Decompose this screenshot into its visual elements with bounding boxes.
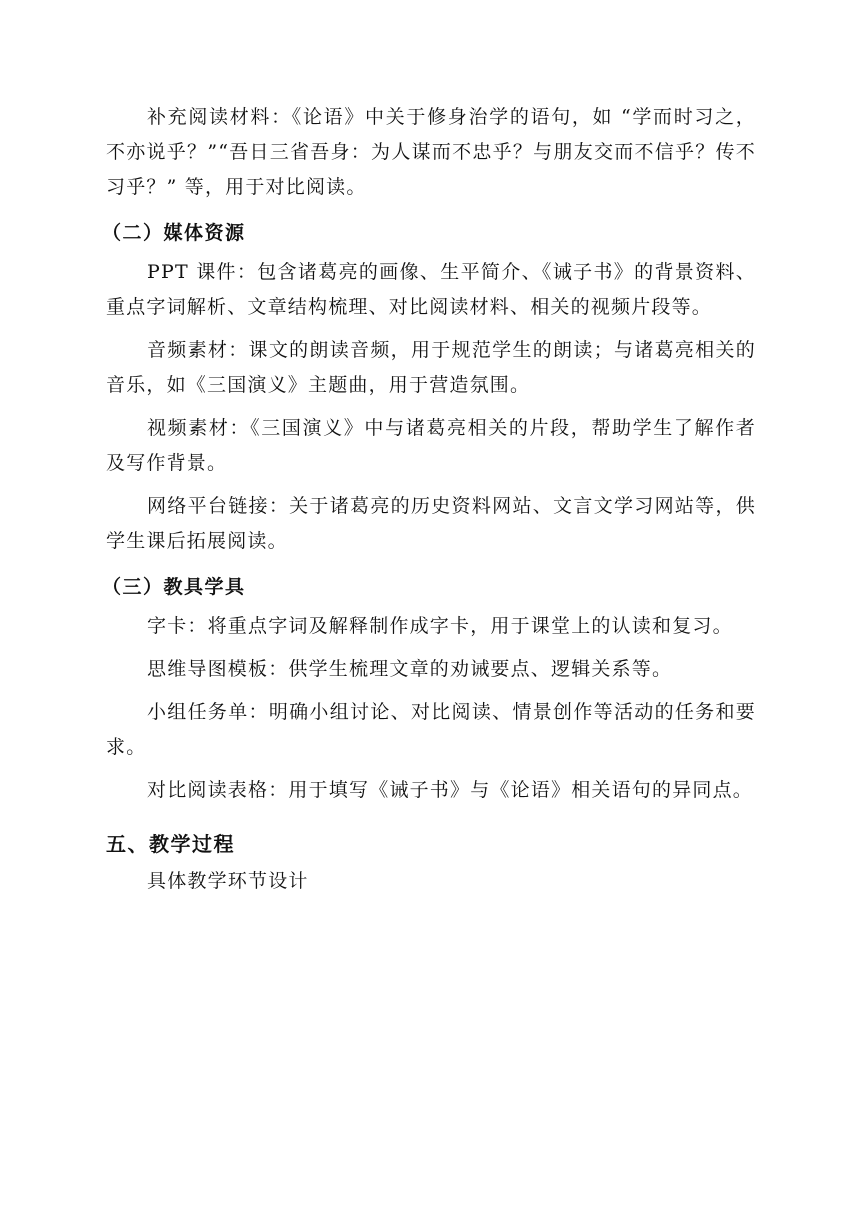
word-cards-paragraph: 字卡：将重点字词及解释制作成字卡，用于课堂上的认读和复习。: [147, 615, 733, 637]
video-material-paragraph: 视频素材：《三国演义》中与诸葛亮相关的片段，帮助学生了解作者及写作背景。: [106, 417, 756, 474]
teaching-process-subtitle: 具体教学环节设计: [147, 870, 309, 892]
teaching-process-heading: 五、教学过程: [106, 832, 235, 856]
supplementary-reading-paragraph: 补充阅读材料：《论语》中关于修身治学的语句，如 “学而时习之，不亦说乎？”“吾日三省吾身：为人谋而不忠乎？与朋友交而不信乎？传不习乎？” 等，用于对比阅读。: [106, 106, 756, 198]
comparison-table-paragraph: 对比阅读表格：用于填写《诫子书》与《论语》相关语句的异同点。: [147, 779, 754, 801]
web-platform-links-paragraph: 网络平台链接：关于诸葛亮的历史资料网站、文言文学习网站等，供学生课后拓展阅读。: [106, 495, 756, 552]
ppt-courseware-paragraph: PPT 课件：包含诸葛亮的画像、生平简介、《诫子书》的背景资料、重点字词解析、文章结构梳理、对比阅读材料、相关的视频片段等。: [106, 261, 756, 318]
document-page: [102, 100, 756, 899]
teaching-aids-heading: （三）教具学具: [102, 576, 246, 598]
audio-material-paragraph: 音频素材：课文的朗读音频，用于规范学生的朗读；与诸葛亮相关的音乐，如《三国演义》主题曲，用于营造氛围。: [106, 339, 756, 396]
media-resources-heading: （二）媒体资源: [102, 222, 246, 244]
mind-map-template-paragraph: 思维导图模板：供学生梳理文章的劝诫要点、逻辑关系等。: [147, 658, 673, 680]
group-task-sheet-paragraph: 小组任务单：明确小组讨论、对比阅读、情景创作等活动的任务和要求。: [106, 701, 756, 758]
